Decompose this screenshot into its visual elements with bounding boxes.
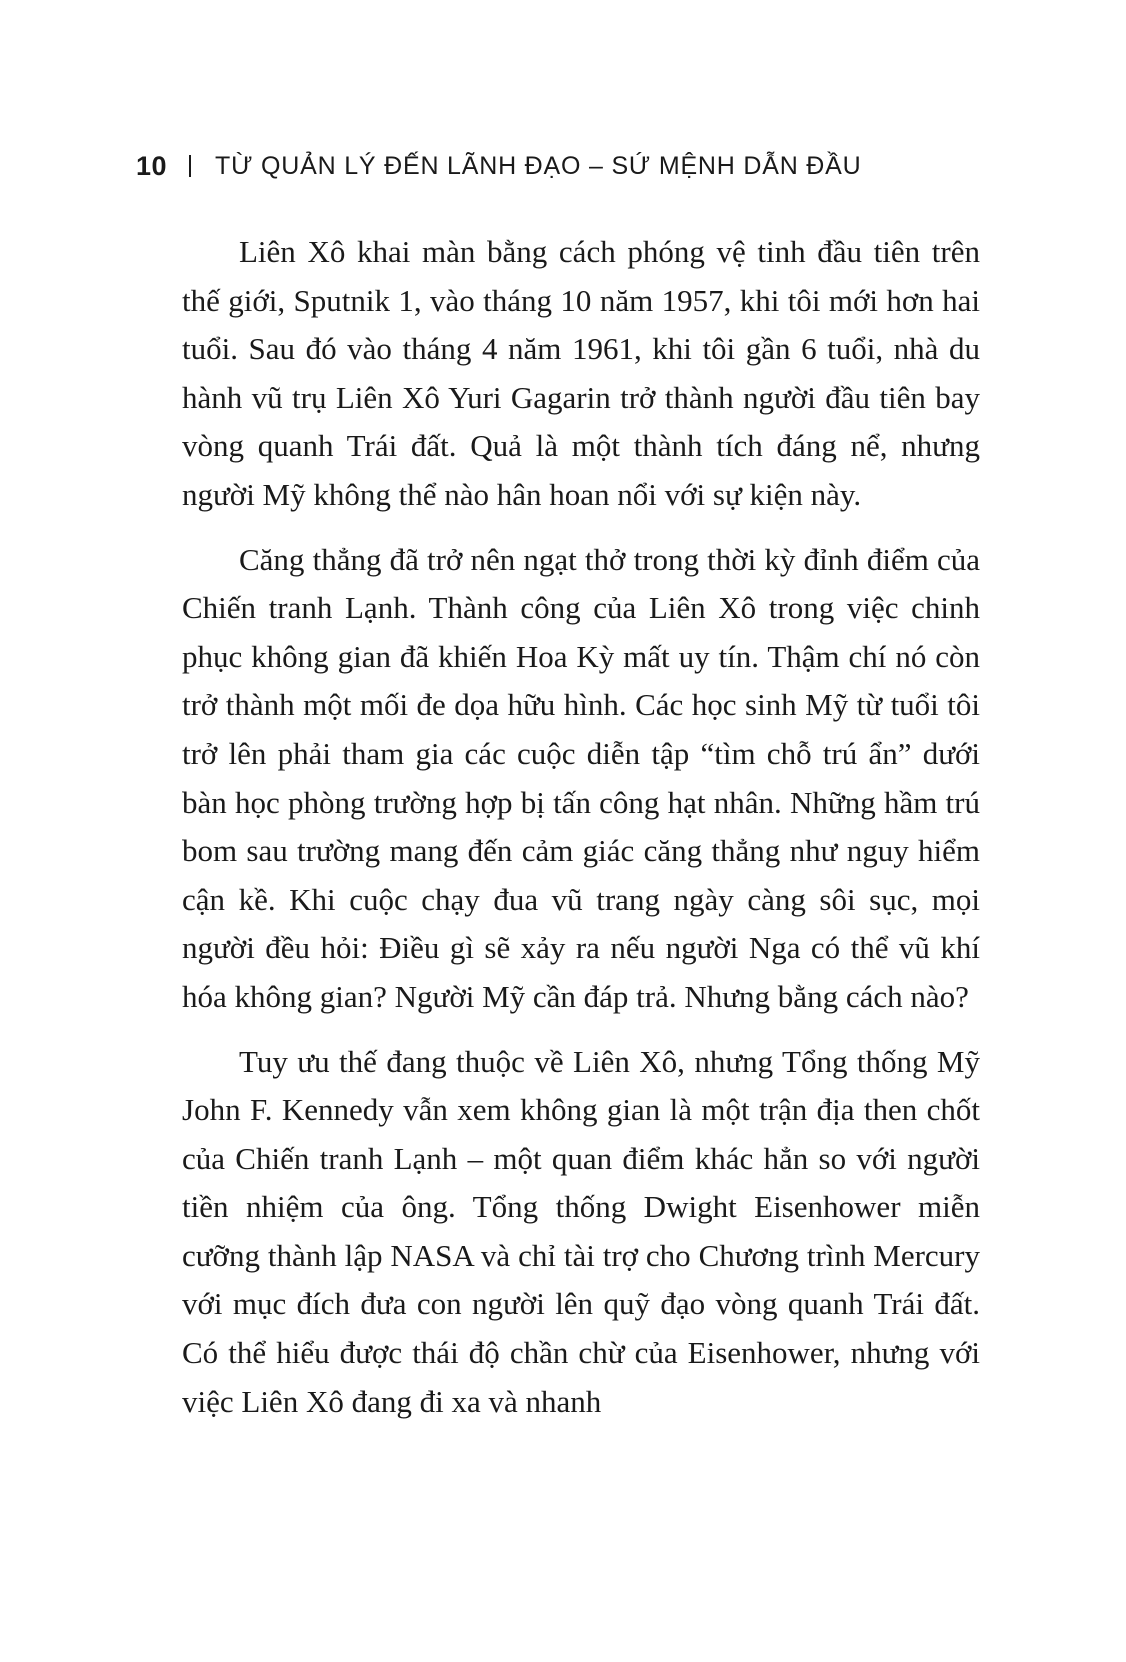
paragraph-3: Tuy ưu thế đang thuộc về Liên Xô, nhưng Tổng thống Mỹ John F. Kennedy vẫn xem không gian là một trận địa then chốt của Chiến tranh Lạnh – một quan điểm khác hẳn so với người tiền nhiệm của ông. Tổng thống Dwight Eisenhower miễn cưỡng thành lập NASA và chỉ tài trợ cho Chương trình Mercury với mục đích đưa con người lên quỹ đạo vòng quanh Trái đất. Có thể hiểu được thái độ chần chừ của Eisenhower, nhưng với việc Liên Xô đang đi xa và nhanh <box>182 1043 980 1419</box>
running-header <box>136 146 861 186</box>
book-title: TỪ QUẢN LÝ ĐẾN LÃNH ĐẠO – SỨ MỆNH DẪN ĐẦU <box>215 151 862 180</box>
header-divider <box>189 155 191 177</box>
page-number: 10 <box>136 150 168 181</box>
paragraph-1: Liên Xô khai màn bằng cách phóng vệ tinh đầu tiên trên thế giới, Sputnik 1, vào tháng 10 năm 1957, khi tôi mới hơn hai tuổi. Sau đó vào tháng 4 năm 1961, khi tôi gần 6 tuổi, nhà du hành vũ trụ Liên Xô Yuri Gagarin trở thành người đầu tiên bay vòng quanh Trái đất. Quả là một thành tích đáng nể, nhưng người Mỹ không thể nào hân hoan nổi với sự kiện này. <box>182 234 980 512</box>
paragraph-2: Căng thẳng đã trở nên ngạt thở trong thời kỳ đỉnh điểm của Chiến tranh Lạnh. Thành công của Liên Xô trong việc chinh phục không gian đã khiến Hoa Kỳ mất uy tín. Thậm chí nó còn trở thành một mối đe dọa hữu hình. Các học sinh Mỹ từ tuổi tôi trở lên phải tham gia các cuộc diễn tập “tìm chỗ trú ẩn” dưới bàn học phòng trường hợp bị tấn công hạt nhân. Những hầm trú bom sau trường mang đến cảm giác căng thẳng như nguy hiểm cận kề. Khi cuộc chạy đua vũ trang ngày càng sôi sục, mọi người đều hỏi: Điều gì sẽ xảy ra nếu người Nga có thể vũ khí hóa không gian? Người Mỹ cần đáp trả. Nhưng bằng cách nào? <box>182 541 980 1014</box>
body-text <box>182 228 980 1442</box>
